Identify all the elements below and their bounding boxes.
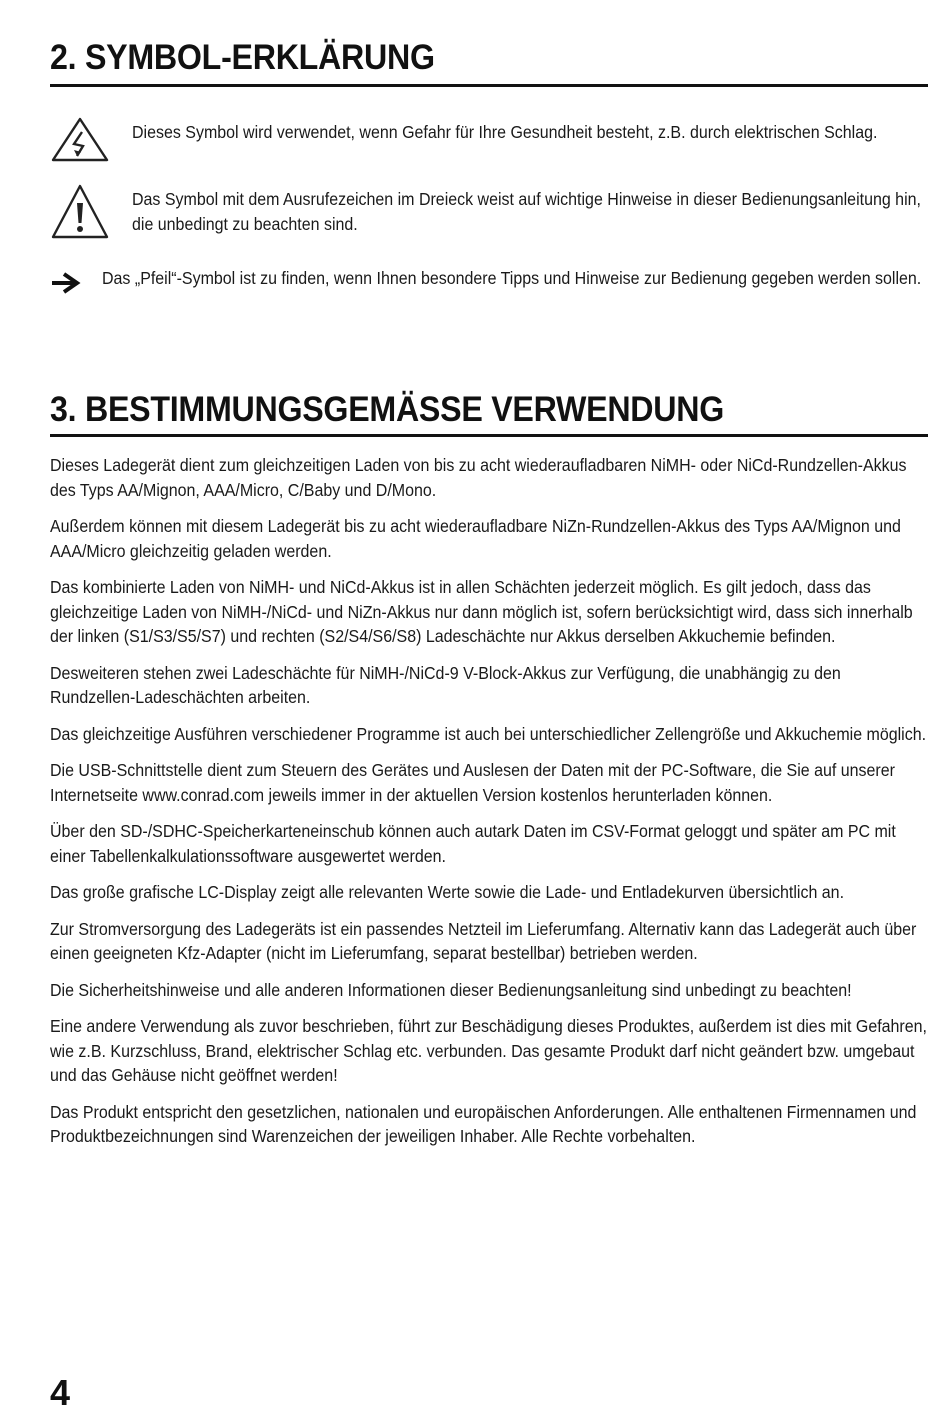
symbol-row-lightning [50,116,928,164]
section-2-heading: 2. SYMBOL-ERKLÄRUNG [50,38,435,77]
paragraph: Das gleichzeitige Ausführen verschiedener Programme ist auch bei unterschiedlicher Zellengröße und Akkuchemie möglich. [50,723,927,744]
paragraph: Das große grafische LC-Display zeigt alle relevanten Werte sowie die Lade- und Entladekurven übersichtlich an. [50,882,845,902]
paragraph: Dieses Ladegerät dient zum gleichzeitigen Laden von bis zu acht wiederaufladbaren NiMH- oder NiCd-Rundzellen-Akkus des Typs AA/Mignon, AAA/Micro, C/Baby und D/Mono. [50,455,907,500]
symbol-warning-text: Das Symbol mit dem Ausrufezeichen im Dreieck weist auf wichtige Hinweise in dieser Bedienungsanleitung hin, die unbedingt zu beachten sind. [132,189,921,234]
symbol-row-warning [50,183,928,241]
paragraph: Eine andere Verwendung als zuvor beschrieben, führt zur Beschädigung dieses Produktes, außerdem ist dies mit Gefahren, wie z.B. Kurzschluss, Brand, elektrischer Schlag etc. verbunden. Das gesamte Produkt darf nicht geändert bzw. umgebaut und das Gehäuse nicht geöffnet werden! [50,1016,927,1085]
section-3-body [50,453,928,1161]
exclamation-warning-icon [50,183,110,246]
symbol-arrow-text: Das „Pfeil“-Symbol ist zu finden, wenn Ihnen besondere Tipps und Hinweise zur Bedienung gegeben werden sollen. [102,268,922,288]
paragraph: Über den SD-/SDHC-Speicherkarteneinschub können auch autark Daten im CSV-Format geloggt und später am PC mit einer Tabellenkalkulationssoftware ausgewertet werden. [50,821,896,866]
paragraph: Die USB-Schnittstelle dient zum Steuern des Gerätes und Auslesen der Daten mit der PC-Software, die Sie auf unserer Internetseite www.conrad.com jeweils immer in der aktuellen Version kostenlos herunterladen können. [50,760,895,805]
paragraph: Das kombinierte Laden von NiMH- und NiCd-Akkus ist in allen Schächten jederzeit möglich. Es gilt jedoch, dass das gleichzeitige Laden von NiMH-/NiCd- und NiZn-Akkus nur dann möglich ist, sofern berücksichtigt wird, dass sich innerhalb der linken (S1/S3/S5/S7) und rechten (S2/S4/S6/S8) Ladeschächte nur Akkus derselben Akkuchemie befinden. [50,577,913,646]
section-3-rule [50,434,928,437]
paragraph: Zur Stromversorgung des Ladegeräts ist ein passendes Netzteil im Lieferumfang. Alternativ kann das Ladegerät auch über einen geeigneten Kfz-Adapter (nicht im Lieferumfang, separat bestellbar) betrieben werden. [50,918,917,963]
paragraph: Die Sicherheitshinweise und alle anderen Informationen dieser Bedienungsanleitung sind unbedingt zu beachten! [50,979,852,1000]
section-3-heading: 3. BESTIMMUNGSGEMÄSSE VERWENDUNG [50,390,725,429]
paragraph: Desweiteren stehen zwei Ladeschächte für NiMH-/NiCd-9 V-Block-Akkus zur Verfügung, die unabhängig zu den Rundzellen-Ladeschächten arbeiten. [50,662,841,707]
page-number: 4 [50,1372,71,1413]
paragraph: Das Produkt entspricht den gesetzlichen, nationalen und europäischen Anforderungen. Alle enthaltenen Firmennamen und Produktbezeichnungen sind Warenzeichen der jeweiligen Inhaber. Alle Rechte vorbehalten. [50,1101,917,1146]
section-2-rule [50,84,928,87]
arrow-right-icon [50,272,82,299]
symbol-lightning-text: Dieses Symbol wird verwendet, wenn Gefahr für Ihre Gesundheit besteht, z.B. durch elektrischen Schlag. [132,122,878,142]
lightning-warning-icon [50,116,110,167]
symbol-row-arrow [50,266,928,318]
paragraph: Außerdem können mit diesem Ladegerät bis zu acht wiederaufladbare NiZn-Rundzellen-Akkus des Typs AA/Mignon und AAA/Micro gleichzeitig geladen werden. [50,516,901,561]
